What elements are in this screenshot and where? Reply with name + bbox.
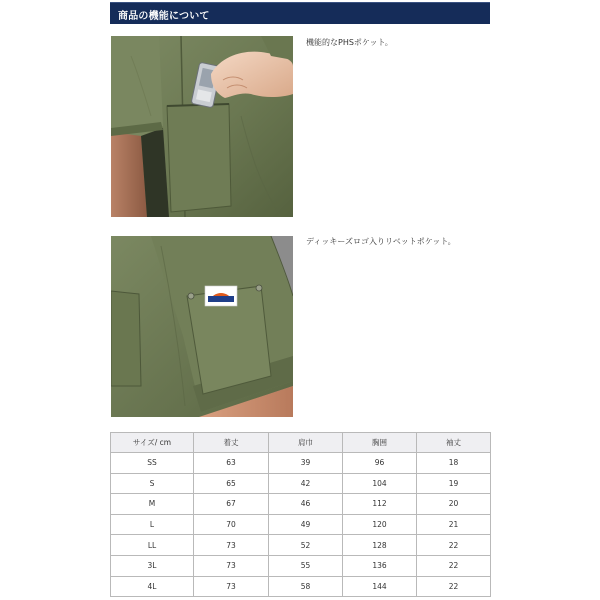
cell-size: 4L bbox=[111, 576, 194, 597]
cell-shoulder: 55 bbox=[269, 555, 343, 576]
cell-size: M bbox=[111, 494, 194, 515]
cell-size: L bbox=[111, 514, 194, 535]
cell-shoulder: 58 bbox=[269, 576, 343, 597]
table-row bbox=[111, 576, 491, 597]
phs-pocket-photo bbox=[111, 36, 293, 217]
cell-shoulder: 49 bbox=[269, 514, 343, 535]
cell-chest: 96 bbox=[343, 453, 417, 474]
cell-sleeve: 22 bbox=[417, 555, 491, 576]
cell-sleeve: 22 bbox=[417, 535, 491, 556]
cell-chest: 144 bbox=[343, 576, 417, 597]
logo-rivet-pocket-photo bbox=[111, 236, 293, 417]
cell-length: 73 bbox=[194, 535, 269, 556]
table-row bbox=[111, 453, 491, 474]
table-row bbox=[111, 494, 491, 515]
cell-length: 73 bbox=[194, 555, 269, 576]
header-length: 着丈 bbox=[194, 433, 269, 453]
header-sleeve: 袖丈 bbox=[417, 433, 491, 453]
cell-chest: 136 bbox=[343, 555, 417, 576]
cell-sleeve: 22 bbox=[417, 576, 491, 597]
cell-length: 63 bbox=[194, 453, 269, 474]
cell-size: S bbox=[111, 473, 194, 494]
cell-chest: 104 bbox=[343, 473, 417, 494]
cell-sleeve: 19 bbox=[417, 473, 491, 494]
header-shoulder: 肩巾 bbox=[269, 433, 343, 453]
dickies-logo-tag bbox=[205, 286, 237, 306]
cell-chest: 112 bbox=[343, 494, 417, 515]
section-header-title: 商品の機能について bbox=[118, 11, 210, 22]
cell-chest: 128 bbox=[343, 535, 417, 556]
cell-shoulder: 39 bbox=[269, 453, 343, 474]
table-row bbox=[111, 535, 491, 556]
cell-shoulder: 52 bbox=[269, 535, 343, 556]
cell-sleeve: 21 bbox=[417, 514, 491, 535]
cell-size: SS bbox=[111, 453, 194, 474]
logo-rivet-pocket-caption: ディッキーズロゴ入りリベットポケット。 bbox=[306, 237, 456, 246]
cell-length: 65 bbox=[194, 473, 269, 494]
size-chart-table bbox=[110, 432, 491, 597]
cell-length: 73 bbox=[194, 576, 269, 597]
cell-length: 70 bbox=[194, 514, 269, 535]
cell-length: 67 bbox=[194, 494, 269, 515]
header-chest: 胸囲 bbox=[343, 433, 417, 453]
cell-size: 3L bbox=[111, 555, 194, 576]
cell-size: LL bbox=[111, 535, 194, 556]
cell-shoulder: 42 bbox=[269, 473, 343, 494]
table-row bbox=[111, 555, 491, 576]
section-header-bar bbox=[110, 2, 490, 24]
phs-pocket-caption: 機能的なPHSポケット。 bbox=[306, 38, 393, 47]
table-row bbox=[111, 473, 491, 494]
cell-chest: 120 bbox=[343, 514, 417, 535]
header-size: サイズ/ cm bbox=[111, 433, 194, 453]
table-row bbox=[111, 514, 491, 535]
table-header-row bbox=[111, 433, 491, 453]
cell-sleeve: 18 bbox=[417, 453, 491, 474]
cell-sleeve: 20 bbox=[417, 494, 491, 515]
cell-shoulder: 46 bbox=[269, 494, 343, 515]
